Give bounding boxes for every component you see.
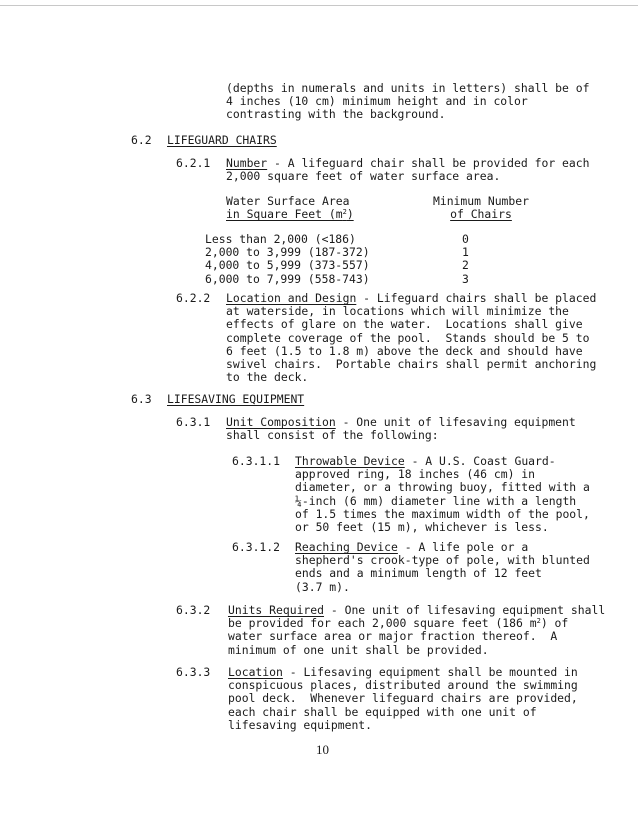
intro-line: (depths in numerals and units in letters) shall be of [226,81,590,95]
table-cell-chairs: 3 [462,271,469,286]
section-6-3-3-text: Location - Lifesaving equipment shall be mounted in conspicuous places, distributed around the swimming pool deck. Whenever lifeguard chairs are provided, each chair shall be equipped with one unit of lifesaving equipment. [228,665,578,732]
section-6-2-1-text: Number - A lifeguard chair shall be provided for each 2,000 square feet of water surface area. [226,156,590,184]
section-6-2-2-text: Location and Design - Lifeguard chairs shall be placed at waterside, in locations which will minimize the effects of glare on the water. Locations shall give complete coverage of the pool. Stands should be 5 to 6 feet (1.5 to 1.8 m) above the deck and should have swivel chairs. Portable chairs shall permit anchoring to the deck. [226,291,597,385]
table-cell-area: 2,000 to 3,999 (187-372) [205,245,370,260]
section-6-3-3-number: 6.3.3 [176,665,211,679]
section-6-3-1-1-number: 6.3.1.1 [232,454,281,468]
table-chairs-column [462,233,469,286]
table-cell-area: 6,000 to 7,999 (558-743) [205,271,370,286]
table-cell-chairs: 2 [462,258,469,273]
section-6-3-1-1-title: Throwable Device [295,454,405,468]
table-header-area: Water Surface Area in Square Feet $(m^2)$ [226,194,354,222]
section-6-2-1-title: Number [226,156,268,170]
table-cell-chairs: 1 [462,245,469,260]
section-6-3-1-title: Unit Composition [226,415,336,429]
section-6-2-2-number: 6.2.2 [176,291,211,305]
section-6-3-2-title: Units Required [228,603,325,617]
section-6-2-number: 6.2 [131,133,152,147]
section-6-3-1-2-number: 6.3.1.2 [232,540,281,554]
section-6-3-1-2-text: Reaching Device - A life pole or a shepherd's crook-type of pole, with blunted ends and a minimum length of 12 feet (3.7 m). [295,540,590,594]
section-6-2-heading: LIFEGUARD CHAIRS [167,133,277,147]
table-cell-chairs: 0 [462,232,469,246]
table-cell-area: Less than 2,000 (<186) [205,232,356,246]
intro-line: contrasting with the background. [226,107,446,122]
intro-paragraph [226,82,589,122]
section-6-3-1-number: 6.3.1 [176,415,211,429]
table-header-chairs: Minimum Number of Chairs [432,194,529,222]
table-cell-area: 4,000 to 5,999 (373-557) [205,258,370,273]
section-6-2-2-title: Location and Design [226,291,357,305]
section-6-3-1-text: Unit Composition - One unit of lifesaving equipment shall consist of the following: [226,415,576,443]
section-6-3-2-number: 6.3.2 [176,603,211,617]
section-6-3-1-2-title: Reaching Device [295,540,398,554]
section-6-2-1-number: 6.2.1 [176,156,211,170]
section-6-3-1-1-text: Throwable Device - A U.S. Coast Guard- approved ring, 18 inches (46 cm) in diameter, or a throwing buoy, fitted with a ¼-inch (6 mm) diameter line with a length of 1.5 times the maximum width of the pool, or 50 feet (15 m), whichever is less. [295,454,590,535]
table-area-column [205,233,370,286]
section-6-3-2-text: Units Required - One unit of lifesaving equipment shall be provided for each 2,000 square feet (186 $m^2$) of water surface area or major fraction thereof. A minimum of one unit shall be provided. [228,603,606,657]
page-number: 10 [316,742,329,757]
intro-line: 4 inches (10 cm) minimum height and in color [226,94,528,109]
section-6-3-3-title: Location [228,665,283,679]
section-6-3-number: 6.3 [131,392,152,406]
section-6-3-heading: LIFESAVING EQUIPMENT [167,392,305,406]
scan-top-edge-line [0,5,638,6]
